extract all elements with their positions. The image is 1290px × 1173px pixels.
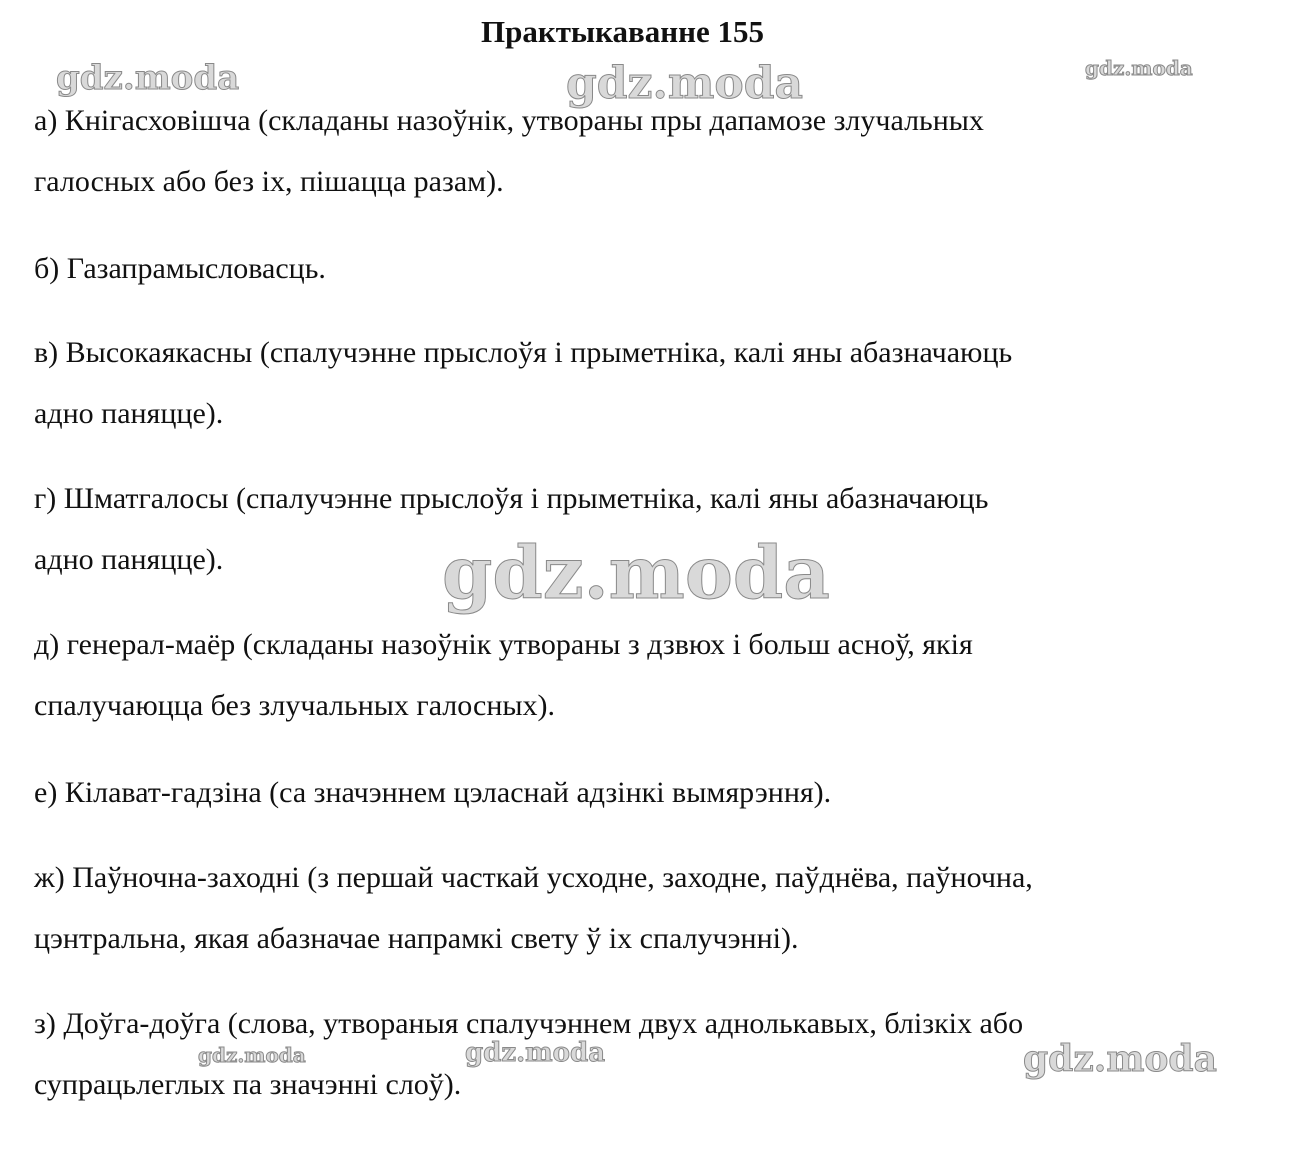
answer-zh-line-2: цэнтральна, якая абазначае напрамкі свету ў іх спалучэнні). (34, 922, 799, 955)
answer-a-line-1: а) Кнігасховішча (складаны назоўнік, утвораны пры дапамозе злучальных (34, 104, 984, 137)
watermark-bottom-right: gdz.moda (1023, 1038, 1217, 1080)
answer-e-line-1: е) Кілават-гадзіна (са значэннем цэласнай адзінкі вымярэння). (34, 776, 832, 809)
exercise-title: Практыкаванне 155 (480, 14, 764, 49)
watermark-center-large: gdz.moda (442, 530, 830, 615)
answer-zh-line-1: ж) Паўночна-заходні (з першай часткай усходне, заходне, паўднёва, паўночна, (34, 861, 1033, 894)
watermark-bottom-left: gdz.moda (198, 1043, 306, 1067)
watermark-bottom-center: gdz.moda (465, 1038, 606, 1068)
watermark-top-right: gdz.moda (1085, 56, 1193, 80)
answer-a-line-2: галосных або без іх, пішацца разам). (34, 165, 504, 198)
answer-z-line-1: з) Доўга-доўга (слова, утвораныя спалучэннем двух аднолькавых, блізкіх або (34, 1007, 1024, 1040)
answer-g-line-1: г) Шматгалосы (спалучэнне прыслоўя і прыметніка, калі яны абазначаюць (34, 482, 989, 515)
answer-d-line-1: д) генерал-маёр (складаны назоўнік утвораны з дзвюх і больш асноў, якія (34, 628, 973, 661)
answer-v-line-1: в) Высокаякасны (спалучэнне прыслоўя і прыметніка, калі яны абазначаюць (34, 336, 1013, 369)
answer-v-line-2: адно паняцце). (34, 397, 224, 430)
answer-b-line-1: б) Газапрамысловасць. (34, 252, 326, 285)
watermark-top-left: gdz.moda (56, 58, 240, 98)
answer-z-line-2: супрацьлеглых па значэнні слоў). (34, 1068, 462, 1101)
answer-d-line-2: спалучаюцца без злучальных галосных). (34, 689, 556, 722)
watermark-top-center: gdz.moda (566, 58, 804, 109)
answer-g-line-2: адно паняцце). (34, 543, 224, 576)
